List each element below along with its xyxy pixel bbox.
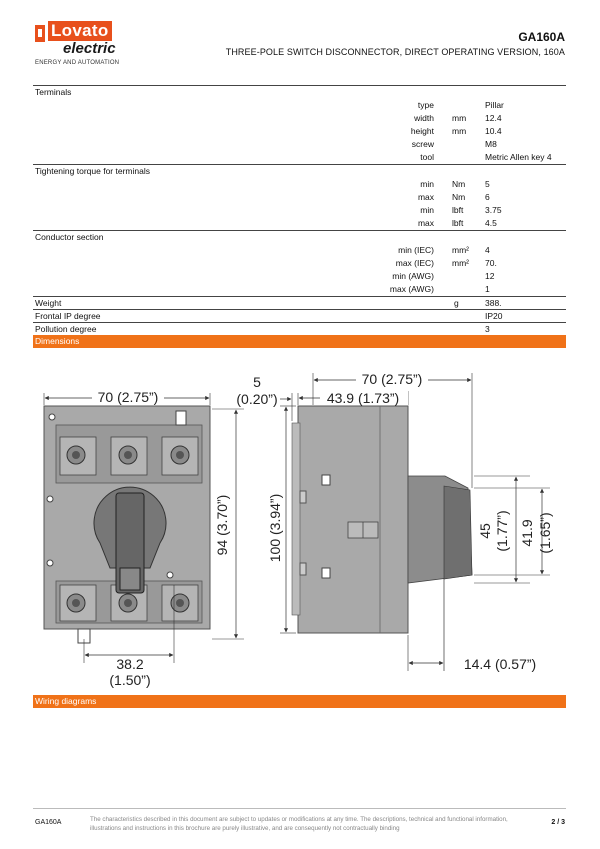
spec-value: 12.4 [485, 113, 502, 123]
weight-row [33, 296, 566, 309]
dim-height-94: 94 (3.70”) [214, 494, 230, 556]
spec-label: tool [420, 152, 434, 162]
section-title: Terminals [35, 87, 72, 97]
spec-unit: mm² [452, 245, 469, 255]
terminals-section [33, 85, 566, 164]
spec-row [33, 283, 566, 296]
dim-bottom-38: 38.2 [116, 656, 144, 672]
wiring-section [33, 695, 566, 708]
spec-value: Metric Allen key 4 [485, 152, 552, 162]
spec-value: 1 [485, 284, 490, 294]
spec-value: 3 [485, 324, 490, 334]
spec-row [33, 125, 566, 138]
spec-value: 4.5 [485, 218, 497, 228]
spec-value: 6 [485, 192, 490, 202]
spec-value: 3.75 [485, 205, 502, 215]
dim-side-5-in: (0.20”) [236, 391, 278, 407]
dim-side-5: 5 [253, 374, 261, 390]
spec-label: min (IEC) [398, 245, 434, 255]
spec-value: 4 [485, 245, 490, 255]
dim-side-45-in: (1.77”) [494, 510, 510, 552]
dim-side-41-in: (1.65”) [537, 512, 553, 554]
wiring-heading: Wiring diagrams [33, 695, 566, 708]
footer-code: GA160A [35, 819, 62, 826]
spec-row [33, 112, 566, 125]
dim-side-100: 100 (3.94”) [267, 493, 283, 563]
spec-label: min [420, 179, 434, 189]
dim-side-41: 41.9 [519, 519, 535, 547]
spec-label: max (IEC) [395, 258, 434, 268]
spec-row [33, 244, 566, 257]
dim-front-width: 70 (2.75”) [97, 389, 159, 405]
spec-value: Pillar [485, 100, 504, 110]
pollution-row [33, 322, 566, 335]
spec-value: M8 [485, 139, 497, 149]
terminal-top-mid [111, 437, 147, 475]
spec-value: IP20 [485, 311, 503, 321]
logo-word-lovato: Lovato [48, 21, 112, 41]
section-title: Conductor section [35, 232, 104, 242]
footer-divider [33, 808, 566, 809]
spec-label: min [420, 205, 434, 215]
spec-unit: mm [452, 113, 467, 123]
spec-unit: g [454, 298, 459, 308]
spec-unit: mm² [452, 258, 469, 268]
ip-row [33, 309, 566, 322]
spec-row [33, 191, 566, 204]
terminal-top-left [60, 437, 96, 475]
spec-value: 70. [485, 258, 497, 268]
side-view [236, 370, 553, 672]
page-number: 2 / 3 [551, 819, 565, 826]
dim-side-45: 45 [477, 523, 493, 539]
spec-label: height [410, 126, 434, 136]
product-code: GA160A [518, 30, 565, 44]
dimensions-drawing [30, 363, 570, 693]
lovato-logo [35, 21, 145, 71]
spec-row [33, 217, 566, 230]
spec-label: Frontal IP degree [35, 311, 101, 321]
torque-section [33, 164, 566, 230]
spec-unit: lbft [452, 218, 464, 228]
spec-unit: mm [452, 126, 467, 136]
footer-disclaimer: The characteristics described in this document are subject to updates or modifications at any time. The descriptions, technical and functional information, illustrations and instructions in this brochure are purely illustrative, and are consequently not contractually binding [90, 816, 508, 832]
dim-bottom-38-in: (1.50”) [109, 672, 151, 688]
logo-word-electric: electric [63, 40, 116, 57]
logo-tagline: ENERGY AND AUTOMATION [35, 60, 120, 66]
spec-row [33, 204, 566, 217]
spec-unit: Nm [452, 179, 466, 189]
spec-label: max [417, 192, 434, 202]
spec-table [33, 85, 566, 348]
dim-side-70: 70 (2.75”) [361, 371, 423, 387]
dimensions-heading: Dimensions [33, 335, 566, 348]
terminal-top-right [162, 437, 198, 475]
spec-row [33, 257, 566, 270]
terminal-bottom-left [60, 585, 96, 621]
spec-label: max [417, 218, 434, 228]
section-title: Tightening torque for terminals [35, 166, 150, 176]
terminal-bottom-right [162, 585, 198, 621]
spec-row [33, 178, 566, 191]
product-subtitle: THREE-POLE SWITCH DISCONNECTOR, DIRECT OPERATING VERSION, 160A [225, 47, 565, 57]
spec-value: 12 [485, 271, 495, 281]
spec-row [33, 151, 566, 164]
logo-mark-icon [35, 25, 45, 42]
spec-unit: lbft [452, 205, 464, 215]
spec-label: min (AWG) [392, 271, 434, 281]
spec-unit: Nm [452, 192, 466, 202]
spec-row [33, 270, 566, 283]
spec-value: 388. [485, 298, 502, 308]
dim-side-43: 43.9 (1.73”) [326, 390, 400, 406]
front-view [44, 388, 244, 688]
spec-label: screw [411, 139, 434, 149]
spec-label: Pollution degree [35, 324, 97, 334]
conductor-section [33, 230, 566, 296]
spec-row [33, 138, 566, 151]
spec-value: 5 [485, 179, 490, 189]
spec-label: Weight [35, 298, 62, 308]
spec-label: max (AWG) [389, 284, 434, 294]
dim-side-14: 14.4 (0.57”) [463, 656, 537, 672]
spec-row [33, 99, 566, 112]
spec-label: type [417, 100, 434, 110]
spec-value: 10.4 [485, 126, 502, 136]
spec-label: width [414, 113, 434, 123]
